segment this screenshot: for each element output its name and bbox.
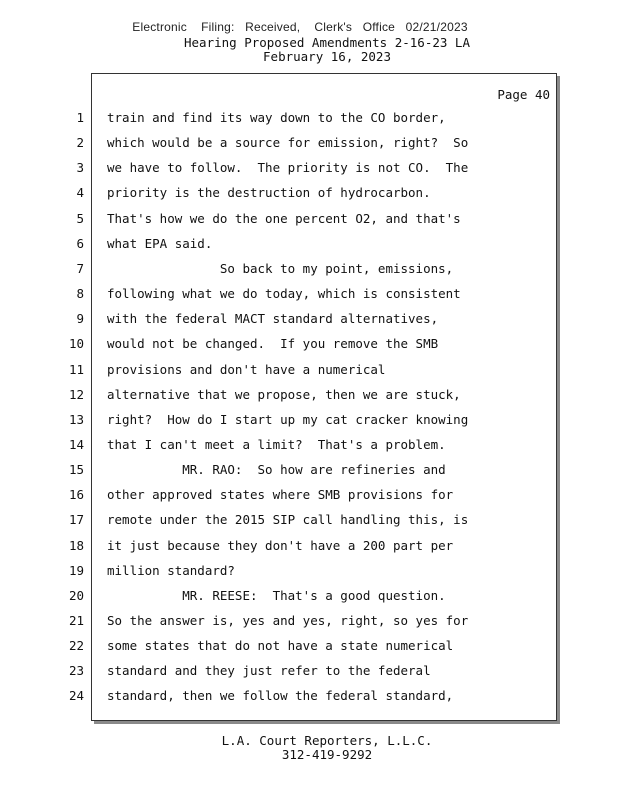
line-number: 6 (76, 236, 84, 251)
transcript-line: some states that do not have a state numerical (107, 638, 454, 653)
transcript-line: standard and they just refer to the federal (107, 663, 431, 678)
line-number: 13 (68, 412, 84, 427)
line-number: 16 (68, 487, 84, 502)
line-number: 3 (76, 160, 84, 175)
document-title: Hearing Proposed Amendments 2-16-23 LA (184, 35, 470, 50)
reporter-phone: 312-419-9292 (281, 747, 373, 762)
transcript-line: it just because they don't have a 200 part per (107, 538, 454, 553)
transcript-line: which would be a source for emission, right? So (107, 135, 469, 150)
line-number: 10 (68, 336, 84, 351)
transcript-line: train and find its way down to the CO border, (107, 110, 446, 125)
transcript-line: That's how we do the one percent O2, and that's (107, 211, 461, 226)
transcript-line: provisions and don't have a numerical (107, 362, 386, 377)
transcript-line: we have to follow. The priority is not CO. The (107, 160, 469, 175)
line-number: 8 (76, 286, 84, 301)
transcript-line: following what we do today, which is consistent (107, 286, 461, 301)
transcript-line: So back to my point, emissions, (107, 261, 454, 276)
transcript-line: other approved states where SMB provisions for (107, 487, 454, 502)
line-number: 23 (68, 663, 84, 678)
filing-stamp: Electronic Filing: Received, Clerk's Office 02/21/2023 (132, 20, 468, 34)
line-number: 12 (68, 387, 84, 402)
transcript-line: priority is the destruction of hydrocarbon. (107, 185, 431, 200)
line-number: 14 (68, 437, 84, 452)
line-number: 4 (76, 185, 84, 200)
transcript-line: So the answer is, yes and yes, right, so yes for (107, 613, 469, 628)
transcript-line: MR. RAO: So how are refineries and (107, 462, 446, 477)
transcript-line: what EPA said. (107, 236, 213, 251)
line-number: 7 (76, 261, 84, 276)
line-number: 2 (76, 135, 84, 150)
line-number: 21 (68, 613, 84, 628)
transcript-line: alternative that we propose, then we are stuck, (107, 387, 461, 402)
line-number: 18 (68, 538, 84, 553)
transcript-line: that I can't meet a limit? That's a problem. (107, 437, 446, 452)
line-number: 19 (68, 563, 84, 578)
transcript-line: remote under the 2015 SIP call handling this, is (107, 512, 469, 527)
page-number: Page 40 (497, 87, 550, 102)
line-number: 11 (68, 362, 84, 377)
line-number: 24 (68, 688, 84, 703)
line-number: 15 (68, 462, 84, 477)
line-number: 5 (76, 211, 84, 226)
transcript-line: with the federal MACT standard alternatives, (107, 311, 439, 326)
transcript-line: would not be changed. If you remove the SMB (107, 336, 439, 351)
hearing-date: February 16, 2023 (263, 49, 391, 64)
transcript-line: standard, then we follow the federal standard, (107, 688, 454, 703)
line-number: 20 (68, 588, 84, 603)
line-number: 17 (68, 512, 84, 527)
line-number: 1 (76, 110, 84, 125)
transcript-line: MR. REESE: That's a good question. (107, 588, 446, 603)
transcript-line: million standard? (107, 563, 235, 578)
line-number: 22 (68, 638, 84, 653)
reporter-company: L.A. Court Reporters, L.L.C. (221, 733, 433, 748)
transcript-line: right? How do I start up my cat cracker knowing (107, 412, 469, 427)
line-number: 9 (76, 311, 84, 326)
